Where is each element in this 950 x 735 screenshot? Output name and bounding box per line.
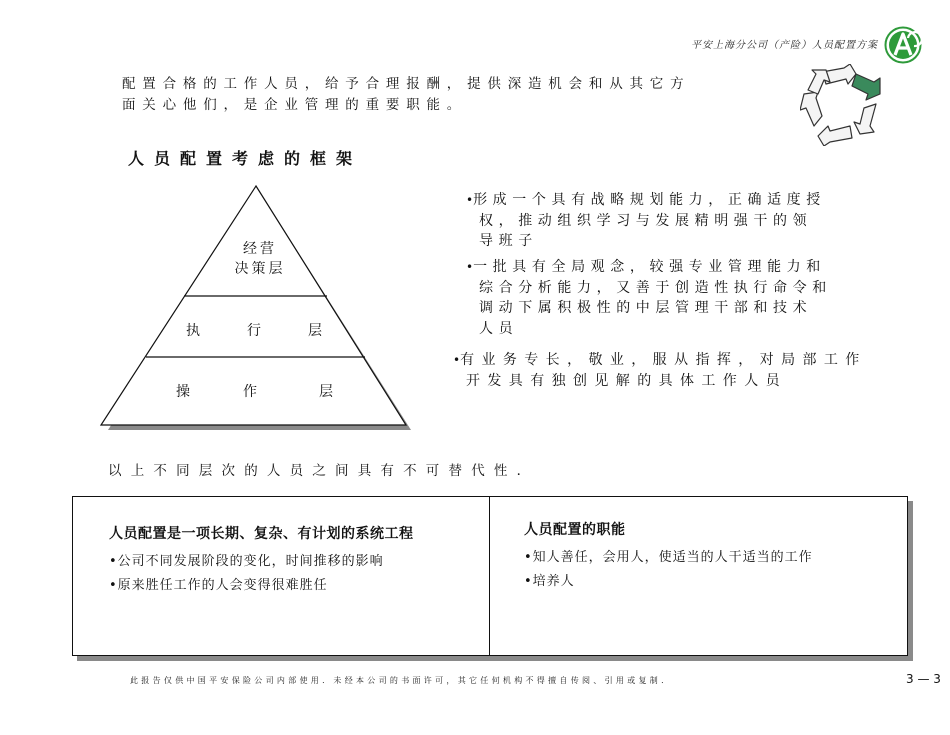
tier-text: 决策层 — [234, 261, 286, 277]
pyramid-middle-tier-word: 行 — [247, 323, 264, 339]
bullet-dot: • — [466, 193, 474, 207]
pyramid-bottom-tier-word: 层 — [319, 384, 336, 400]
bullet-line: 人员 — [479, 320, 519, 337]
list-item: •知人善任，会用人，使适当的人干适当的工作 — [524, 550, 813, 565]
pyramid-bottom-tier-word: 操 — [176, 384, 193, 400]
summary-box — [72, 496, 908, 656]
tier-description-bottom — [453, 350, 943, 391]
pyramid-middle-tier-word: 执 — [186, 323, 203, 339]
bullet-line: 开发具有独创见解的具体工作人员 — [466, 372, 787, 389]
bullet-line: 调动下属积极性的中层管理干部和技术 — [479, 300, 813, 316]
intro-line: 配置合格的工作人员，给予合理报酬，提供深造机会和从其它方 — [122, 76, 691, 92]
section-title: 人员配置考虑的框架 — [128, 149, 363, 168]
tier-text: 经营 — [243, 241, 277, 257]
intro-paragraph — [122, 74, 782, 116]
box-right-heading: 人员配置的职能 — [524, 522, 626, 538]
tier-description-top — [466, 190, 936, 252]
document-header-title: 平安上海分公司（产险）人员配置方案 — [691, 40, 878, 51]
box-column-right — [490, 497, 907, 655]
box-left-heading: 人员配置是一项长期、复杂、有计划的系统工程 — [109, 526, 414, 542]
bullet-line: 综合分析能力，又善于创造性执行命令和 — [479, 279, 832, 296]
bullet-dot: • — [466, 260, 474, 274]
intro-line: 面关心他们，是企业管理的重要职能。 — [122, 97, 468, 113]
cycle-arrows-icon — [800, 64, 884, 146]
bullet-line: 形成一个具有战略规划能力，正确适度授 — [473, 192, 826, 208]
bullet-line: 一批具有全局观念，较强专业管理能力和 — [473, 259, 826, 275]
bullet-line: 权，推动组织学习与发展精明强干的领 — [479, 212, 813, 229]
list-item: •原来胜任工作的人会变得很难胜任 — [109, 578, 328, 593]
list-item: •培养人 — [524, 574, 575, 589]
tier-description-middle — [466, 257, 936, 339]
page-number: 3 — 3 — [906, 672, 941, 686]
list-item: •公司不同发展阶段的变化，时间推移的影响 — [109, 554, 384, 569]
pyramid-bottom-tier-word: 作 — [243, 384, 260, 400]
bullet-line: 有业务专长，敬业，服从指挥，对局部工作 — [460, 352, 867, 368]
bullet-dot: • — [453, 353, 461, 367]
bullet-line: 导班子 — [479, 233, 538, 249]
box-column-left — [73, 497, 490, 655]
pyramid-middle-tier-word: 层 — [308, 323, 325, 339]
pyramid-top-tier-label — [230, 238, 290, 278]
confidentiality-notice: 此报告仅供中国平安保险公司内部使用．未经本公司的书面许可，其它任何机构不得擅自传阅、引用或复制． — [130, 676, 673, 685]
ping-an-logo-icon — [884, 26, 922, 64]
summary-statement: 以上不同层次的人员之间具有不可替代性． — [108, 463, 540, 479]
